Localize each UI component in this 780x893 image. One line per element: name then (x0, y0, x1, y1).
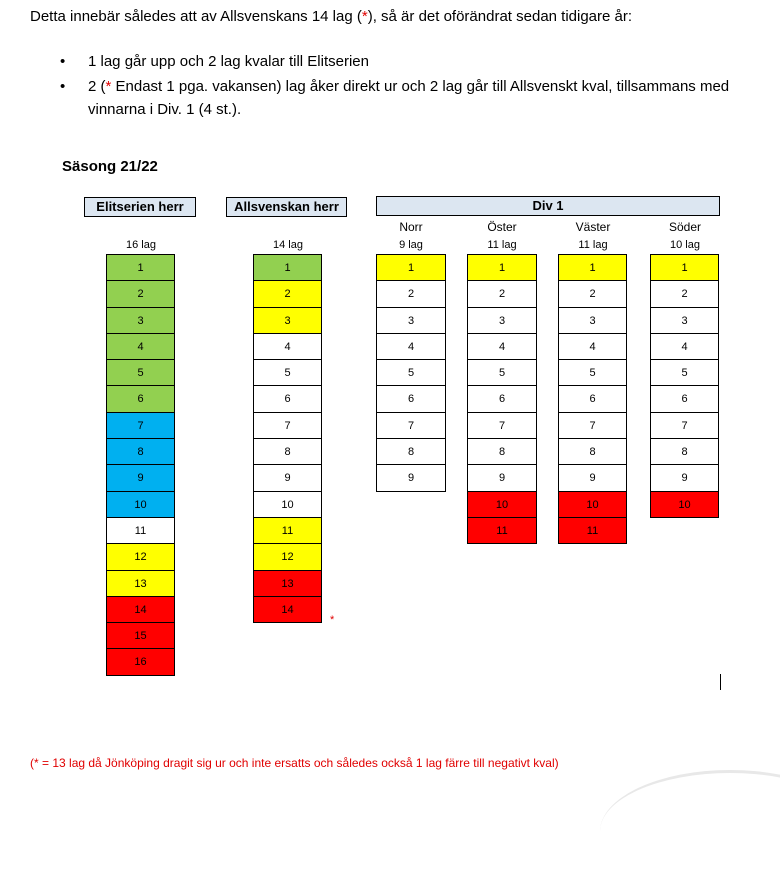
table-cell: 2 (467, 280, 537, 307)
season-title: Säsong 21/22 (62, 158, 158, 175)
table-cell: 1 (467, 254, 537, 281)
table-cell: 4 (376, 333, 446, 360)
vaster-column (558, 254, 627, 544)
table-cell: 2 (106, 280, 175, 307)
table-cell: 8 (376, 438, 446, 465)
count-allsvenskan: 14 lag (273, 239, 303, 251)
table-cell: 9 (106, 464, 175, 491)
table-cell: 10 (467, 491, 537, 518)
bullet-dot: • (60, 78, 66, 95)
table-cell: 7 (650, 412, 719, 439)
oster-column (467, 254, 537, 544)
table-cell: 8 (558, 438, 627, 465)
table-cell: 2 (253, 280, 322, 307)
table-cell: 8 (253, 438, 322, 465)
allsvenskan-header: Allsvenskan herr (226, 197, 347, 217)
table-cell: 3 (558, 307, 627, 334)
table-cell: 8 (106, 438, 175, 465)
count-norr: 9 lag (399, 239, 423, 251)
table-cell: 13 (106, 570, 175, 597)
table-cell: 3 (650, 307, 719, 334)
table-cell: 3 (467, 307, 537, 334)
bullet-dot: • (60, 53, 66, 70)
table-cell: 14 (253, 596, 322, 623)
table-cell: 3 (106, 307, 175, 334)
group-norr: Norr (399, 220, 423, 234)
count-vaster: 11 lag (578, 239, 608, 251)
table-cell: 6 (376, 385, 446, 412)
intro-text: Detta innebär således att av Allsvenskans 14 lag (*), så är det oförändrat sedan tidigare år: (30, 8, 633, 25)
table-cell: 9 (558, 464, 627, 491)
table-cell: 7 (253, 412, 322, 439)
text-cursor (720, 674, 721, 690)
table-cell: 6 (558, 385, 627, 412)
table-cell: 11 (467, 517, 537, 544)
table-cell: 9 (650, 464, 719, 491)
table-cell: 5 (253, 359, 322, 386)
allsvenskan-column (253, 254, 322, 623)
table-cell: 6 (650, 385, 719, 412)
table-cell: 9 (467, 464, 537, 491)
table-cell: 11 (106, 517, 175, 544)
table-cell: 5 (558, 359, 627, 386)
table-cell: 10 (558, 491, 627, 518)
table-cell: 10 (106, 491, 175, 518)
allsvenskan-star-note: * (330, 614, 335, 626)
table-cell: 7 (376, 412, 446, 439)
bullet-star: * (105, 78, 112, 95)
table-cell: 15 (106, 622, 175, 649)
norr-column (376, 254, 446, 492)
table-cell: 6 (106, 385, 175, 412)
bullet-list (60, 50, 770, 123)
table-cell: 1 (376, 254, 446, 281)
count-soder: 10 lag (670, 239, 700, 251)
table-cell: 8 (467, 438, 537, 465)
table-cell: 13 (253, 570, 322, 597)
table-cell: 6 (253, 385, 322, 412)
table-cell: 1 (106, 254, 175, 281)
table-cell: 10 (253, 491, 322, 518)
table-cell: 4 (106, 333, 175, 360)
elitserien-column (106, 254, 175, 676)
elitserien-header: Elitserien herr (84, 197, 196, 217)
table-cell: 11 (253, 517, 322, 544)
table-cell: 9 (376, 464, 446, 491)
table-cell: 5 (106, 359, 175, 386)
table-cell: 4 (558, 333, 627, 360)
group-vaster: Väster (575, 220, 611, 234)
table-cell: 2 (558, 280, 627, 307)
bullet-item: • 1 lag går upp och 2 lag kvalar till Elitserien (60, 50, 770, 73)
count-elitserien: 16 lag (126, 239, 156, 251)
table-cell: 4 (253, 333, 322, 360)
table-cell: 12 (253, 543, 322, 570)
table-cell: 1 (253, 254, 322, 281)
table-cell: 9 (253, 464, 322, 491)
table-cell: 1 (558, 254, 627, 281)
soder-column (650, 254, 719, 518)
table-cell: 8 (650, 438, 719, 465)
table-cell: 6 (467, 385, 537, 412)
count-oster: 11 lag (487, 239, 517, 251)
table-cell: 2 (650, 280, 719, 307)
table-cell: 14 (106, 596, 175, 623)
table-cell: 5 (650, 359, 719, 386)
table-cell: 4 (650, 333, 719, 360)
table-cell: 7 (558, 412, 627, 439)
table-cell: 2 (376, 280, 446, 307)
table-cell: 5 (467, 359, 537, 386)
table-cell: 10 (650, 491, 719, 518)
table-cell: 11 (558, 517, 627, 544)
table-cell: 4 (467, 333, 537, 360)
table-cell: 1 (650, 254, 719, 281)
background-swoosh (600, 770, 780, 893)
group-soder: Söder (668, 220, 702, 234)
table-cell: 7 (106, 412, 175, 439)
bullet-item: • 2 (* Endast 1 pga. vakansen) lag åker direkt ur och 2 lag går till Allsvenskt kval, tillsammans med vinnarna i Div. 1 (4 st.). (60, 75, 770, 121)
intro-star: * (361, 8, 368, 25)
group-oster: Öster (487, 220, 517, 234)
table-cell: 3 (376, 307, 446, 334)
table-cell: 5 (376, 359, 446, 386)
table-cell: 7 (467, 412, 537, 439)
table-cell: 3 (253, 307, 322, 334)
footnote: (* = 13 lag då Jönköping dragit sig ur och inte ersatts och således också 1 lag färre till negativt kval) (30, 756, 559, 770)
div1-header: Div 1 (376, 196, 720, 216)
table-cell: 16 (106, 648, 175, 675)
table-cell: 12 (106, 543, 175, 570)
